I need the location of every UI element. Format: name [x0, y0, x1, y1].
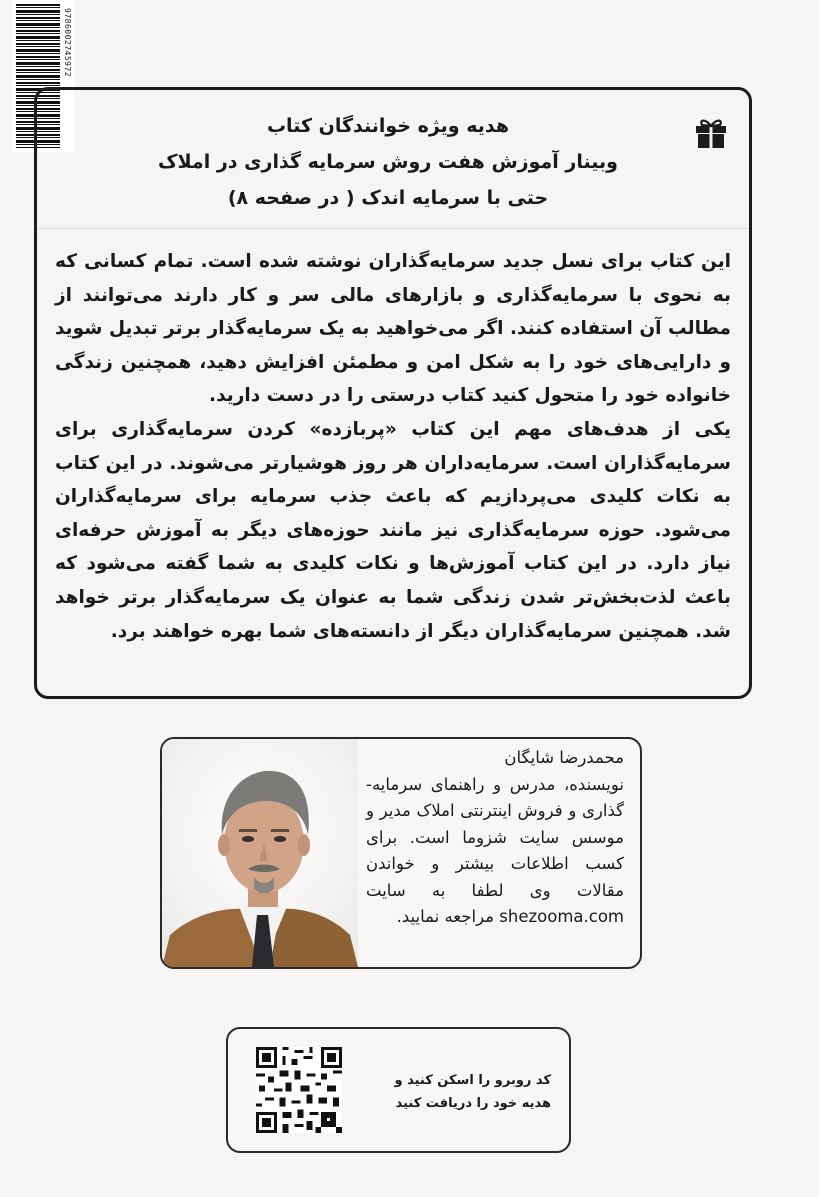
qr-box	[226, 1027, 571, 1153]
barcode-number: 9786002745972	[63, 8, 72, 78]
divider	[37, 228, 749, 229]
gift-title-line-1: هدیه ویژه خوانندگان کتاب	[266, 115, 510, 137]
author-name: محمدرضا شایگان	[504, 748, 624, 767]
author-bio-block	[366, 745, 624, 931]
book-description	[55, 245, 731, 648]
qr-line-2: هدیه خود را دریافت کنید	[395, 1096, 551, 1111]
description-paragraph-2: یکی از هدف‌های مهم این کتاب «پربازده» کردن سرمایه‌گذاری برای سرمایه‌گذاران است. سرمایه‌داران هر روز هوشیارتر می‌شوند. در این کتاب به نکات کلیدی می‌پردازیم که باعث جذب سرمایه برای سرمایه‌گذاران می‌شود. حوزه سرمایه‌گذاری نیز مانند حوزه‌های دیگر به آموزش حرفه‌ای نیاز دارد. در این کتاب آموزش‌ها و نکات کلیدی به شما گفته می‌شود که باعث لذت‌بخش‌تر شدن زندگی شما به عنوان یک سرمایه‌گذار برتر خواهد شد. همچنین سرمایه‌گذاران دیگر از دانسته‌های شما بهره خواهند برد.	[55, 418, 731, 642]
description-paragraph-1: این کتاب برای نسل جدید سرمایه‌گذاران نوشته شده است. تمام کسانی که به نحوی با سرمایه‌گذاری و بازارهای مالی سر و کار دارند می‌توانند از مطالب آن استفاده کنند. اگر می‌خواهید به یک سرمایه‌گذار برتر تبدیل شوید و دارایی‌های خود را به شکل امن و مطمئن افزایش دهید، همچنین زندگی خانواده خود را متحول کنید کتاب درستی را در دست دارید.	[55, 251, 731, 407]
gift-icon	[693, 114, 729, 150]
gift-title	[97, 108, 679, 216]
author-box	[160, 737, 642, 969]
gift-title-line-3: حتی با سرمایه اندک ( در صفحه ۸)	[227, 187, 549, 209]
qr-code[interactable]	[256, 1047, 342, 1133]
author-photo	[162, 739, 358, 967]
qr-line-1: کد روبرو را اسکن کنید و	[394, 1073, 551, 1088]
gift-title-line-2: وبینار آموزش هفت روش سرمایه گذاری در املاک	[158, 151, 618, 173]
qr-instructions	[394, 1069, 551, 1115]
author-bio: نویسنده، مدرس و راهنمای سرمایه- گذاری و فروش اینترنتی املاک مدیر و موسس سایت شزوما است. برای کسب اطلاعات بیشتر و خواندن مقالات وی لطفا به سایت shezooma.com مراجعه نمایید.	[366, 774, 624, 926]
gift-info-box	[34, 87, 752, 699]
